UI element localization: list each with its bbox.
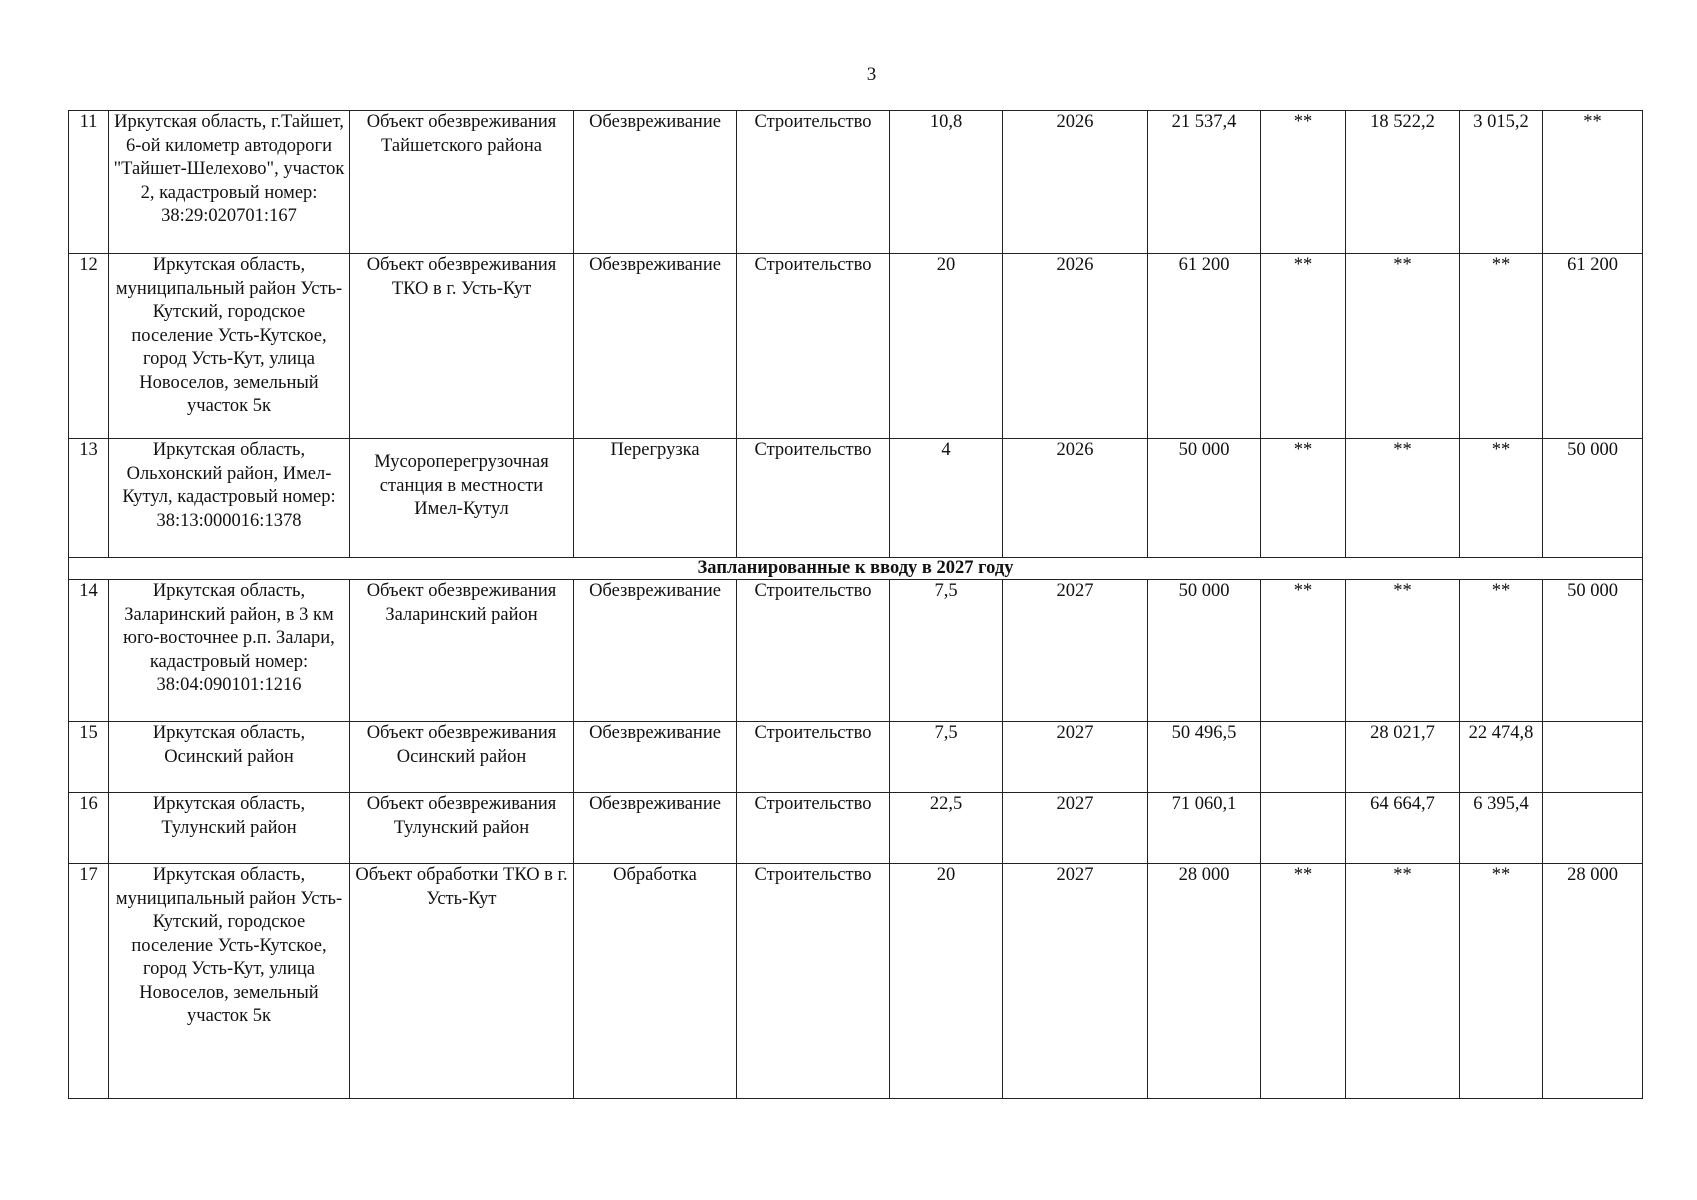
capacity-cell: 22,5 (890, 793, 1003, 864)
row-number: 11 (69, 111, 109, 254)
value-cell (1261, 722, 1346, 793)
type-cell: Обезвреживание (574, 111, 737, 254)
value-cell (1543, 793, 1643, 864)
object-cell: Объект обезвреживания Тайшетского района (350, 111, 574, 254)
work-cell: Строительство (737, 722, 890, 793)
object-cell: Объект обработки ТКО в г. Усть-Кут (350, 864, 574, 1099)
type-cell: Обезвреживание (574, 722, 737, 793)
value-cell: ** (1261, 580, 1346, 722)
year-cell: 2027 (1003, 722, 1148, 793)
page-number: 3 (866, 64, 877, 85)
value-cell: 6 395,4 (1460, 793, 1543, 864)
total-cell: 50 000 (1148, 439, 1261, 558)
row-number: 12 (69, 254, 109, 439)
type-cell: Перегрузка (574, 439, 737, 558)
table-row (69, 580, 1643, 722)
section-heading-2027: Запланированные к вводу в 2027 году (69, 558, 1643, 580)
value-cell: ** (1460, 254, 1543, 439)
value-cell (1543, 722, 1643, 793)
address-cell: Иркутская область, Осинский район (109, 722, 350, 793)
section-row (69, 558, 1643, 580)
year-cell: 2026 (1003, 254, 1148, 439)
work-cell: Строительство (737, 793, 890, 864)
capacity-cell: 7,5 (890, 722, 1003, 793)
total-cell: 28 000 (1148, 864, 1261, 1099)
value-cell: 64 664,7 (1346, 793, 1460, 864)
value-cell: ** (1543, 111, 1643, 254)
work-cell: Строительство (737, 864, 890, 1099)
work-cell: Строительство (737, 580, 890, 722)
capacity-cell: 10,8 (890, 111, 1003, 254)
total-cell: 50 000 (1148, 580, 1261, 722)
year-cell: 2027 (1003, 864, 1148, 1099)
value-cell (1261, 793, 1346, 864)
value-cell: 50 000 (1543, 439, 1643, 558)
value-cell: 18 522,2 (1346, 111, 1460, 254)
value-cell: 50 000 (1543, 580, 1643, 722)
value-cell: ** (1460, 864, 1543, 1099)
row-number: 15 (69, 722, 109, 793)
row-number: 13 (69, 439, 109, 558)
object-cell: Объект обезвреживания Осинский район (350, 722, 574, 793)
year-cell: 2027 (1003, 580, 1148, 722)
address-cell: Иркутская область, Ольхонский район, Имел-Кутул, кадастровый номер: 38:13:000016:1378 (109, 439, 350, 558)
value-cell: ** (1460, 439, 1543, 558)
total-cell: 50 496,5 (1148, 722, 1261, 793)
table-row (69, 254, 1643, 439)
value-cell: 28 021,7 (1346, 722, 1460, 793)
address-cell: Иркутская область, Заларинский район, в 3 км юго-восточнее р.п. Залари, кадастровый номер: 38:04:090101:1216 (109, 580, 350, 722)
total-cell: 21 537,4 (1148, 111, 1261, 254)
value-cell: ** (1261, 111, 1346, 254)
total-cell: 61 200 (1148, 254, 1261, 439)
table-row (69, 111, 1643, 254)
value-cell: ** (1261, 439, 1346, 558)
address-cell: Иркутская область, Тулунский район (109, 793, 350, 864)
value-cell: ** (1346, 439, 1460, 558)
object-cell: Объект обезвреживания Заларинский район (350, 580, 574, 722)
type-cell: Обработка (574, 864, 737, 1099)
table-row (69, 864, 1643, 1099)
object-cell: Объект обезвреживания Тулунский район (350, 793, 574, 864)
table-row (69, 722, 1643, 793)
value-cell: ** (1261, 864, 1346, 1099)
address-cell: Иркутская область, г.Тайшет, 6-ой километр автодороги "Тайшет-Шелехово", участок 2, кадастровый номер: 38:29:020701:167 (109, 111, 350, 254)
value-cell: ** (1346, 864, 1460, 1099)
address-cell: Иркутская область, муниципальный район Усть-Кутский, городское поселение Усть-Кутское, город Усть-Кут, улица Новоселов, земельный участок 5к (109, 864, 350, 1099)
value-cell: 3 015,2 (1460, 111, 1543, 254)
table-row (69, 439, 1643, 558)
row-number: 17 (69, 864, 109, 1099)
year-cell: 2026 (1003, 111, 1148, 254)
value-cell: 22 474,8 (1460, 722, 1543, 793)
type-cell: Обезвреживание (574, 580, 737, 722)
object-cell: Объект обезвреживания ТКО в г. Усть-Кут (350, 254, 574, 439)
work-cell: Строительство (737, 111, 890, 254)
row-number: 16 (69, 793, 109, 864)
work-cell: Строительство (737, 439, 890, 558)
value-cell: ** (1346, 580, 1460, 722)
object-cell: Мусороперегрузочная станция в местности Имел-Кутул (350, 439, 574, 558)
type-cell: Обезвреживание (574, 793, 737, 864)
row-number: 14 (69, 580, 109, 722)
year-cell: 2027 (1003, 793, 1148, 864)
address-cell: Иркутская область, муниципальный район Усть-Кутский, городское поселение Усть-Кутское, город Усть-Кут, улица Новоселов, земельный участок 5к (109, 254, 350, 439)
value-cell: ** (1346, 254, 1460, 439)
capacity-cell: 7,5 (890, 580, 1003, 722)
table-row (69, 793, 1643, 864)
value-cell: 61 200 (1543, 254, 1643, 439)
capacity-cell: 4 (890, 439, 1003, 558)
value-cell: ** (1460, 580, 1543, 722)
value-cell: ** (1261, 254, 1346, 439)
capacity-cell: 20 (890, 864, 1003, 1099)
year-cell: 2026 (1003, 439, 1148, 558)
type-cell: Обезвреживание (574, 254, 737, 439)
work-cell: Строительство (737, 254, 890, 439)
capacity-cell: 20 (890, 254, 1003, 439)
total-cell: 71 060,1 (1148, 793, 1261, 864)
value-cell: 28 000 (1543, 864, 1643, 1099)
facilities-table (68, 110, 1643, 1099)
